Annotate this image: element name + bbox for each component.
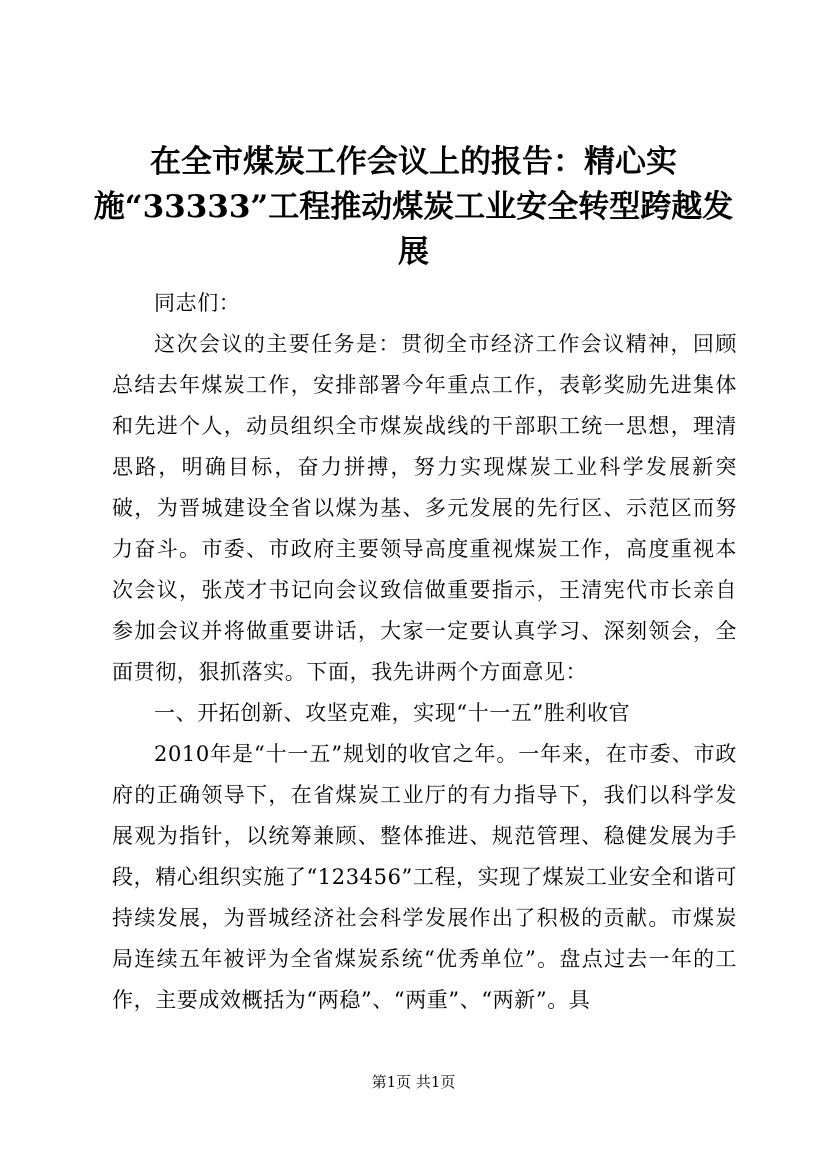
document-title: 在全市煤炭工作会议上的报告：精心实施“33333”工程推动煤炭工业安全转型跨越发展 <box>93 144 734 270</box>
page-footer: 第1页 共1页 <box>371 1073 456 1091</box>
document-body <box>112 283 737 1021</box>
salutation-paragraph: 同志们： <box>154 291 241 315</box>
intro-paragraph: 这次会议的主要任务是：贯彻全市经济工作会议精神，回顾总结去年煤炭工作，安排部署今年重点工作，表彰奖励先进集体和先进个人，动员组织全市煤炭战线的干部职工统一思想，理清思路，明确目标，奋力拼搏，努力实现煤炭工业科学发展新突破，为晋城建设全省以煤为基、多元发展的先行区、示范区而努力奋斗。市委、市政府主要领导高度重视煤炭工作，高度重视本次会议，张茂才书记向会议致信做重要指示，王清宪代市长亲自参加会议并将做重要讲话，大家一定要认真学习、深刻领会，全面贯彻，狠抓落实。下面，我先讲两个方面意见： <box>112 332 737 684</box>
body-paragraph: 2010年是“十一五”规划的收官之年。一年来，在市委、市政府的正确领导下，在省煤炭工业厅的有力指导下，我们以科学发展观为指针，以统筹兼顾、整体推进、规范管理、稳健发展为手段，精心组织实施了“123456”工程，实现了煤炭工业安全和谐可持续发展，为晋城经济社会科学发展作出了积极的贡献。市煤炭局连续五年被评为全省煤炭系统“优秀单位”。盘点过去一年的工作，主要成效概括为“两稳”、“两重”、“两新”。具 <box>112 742 737 1012</box>
section-heading: 一、开拓创新、攻坚克难，实现“十一五”胜利收官 <box>154 701 631 725</box>
